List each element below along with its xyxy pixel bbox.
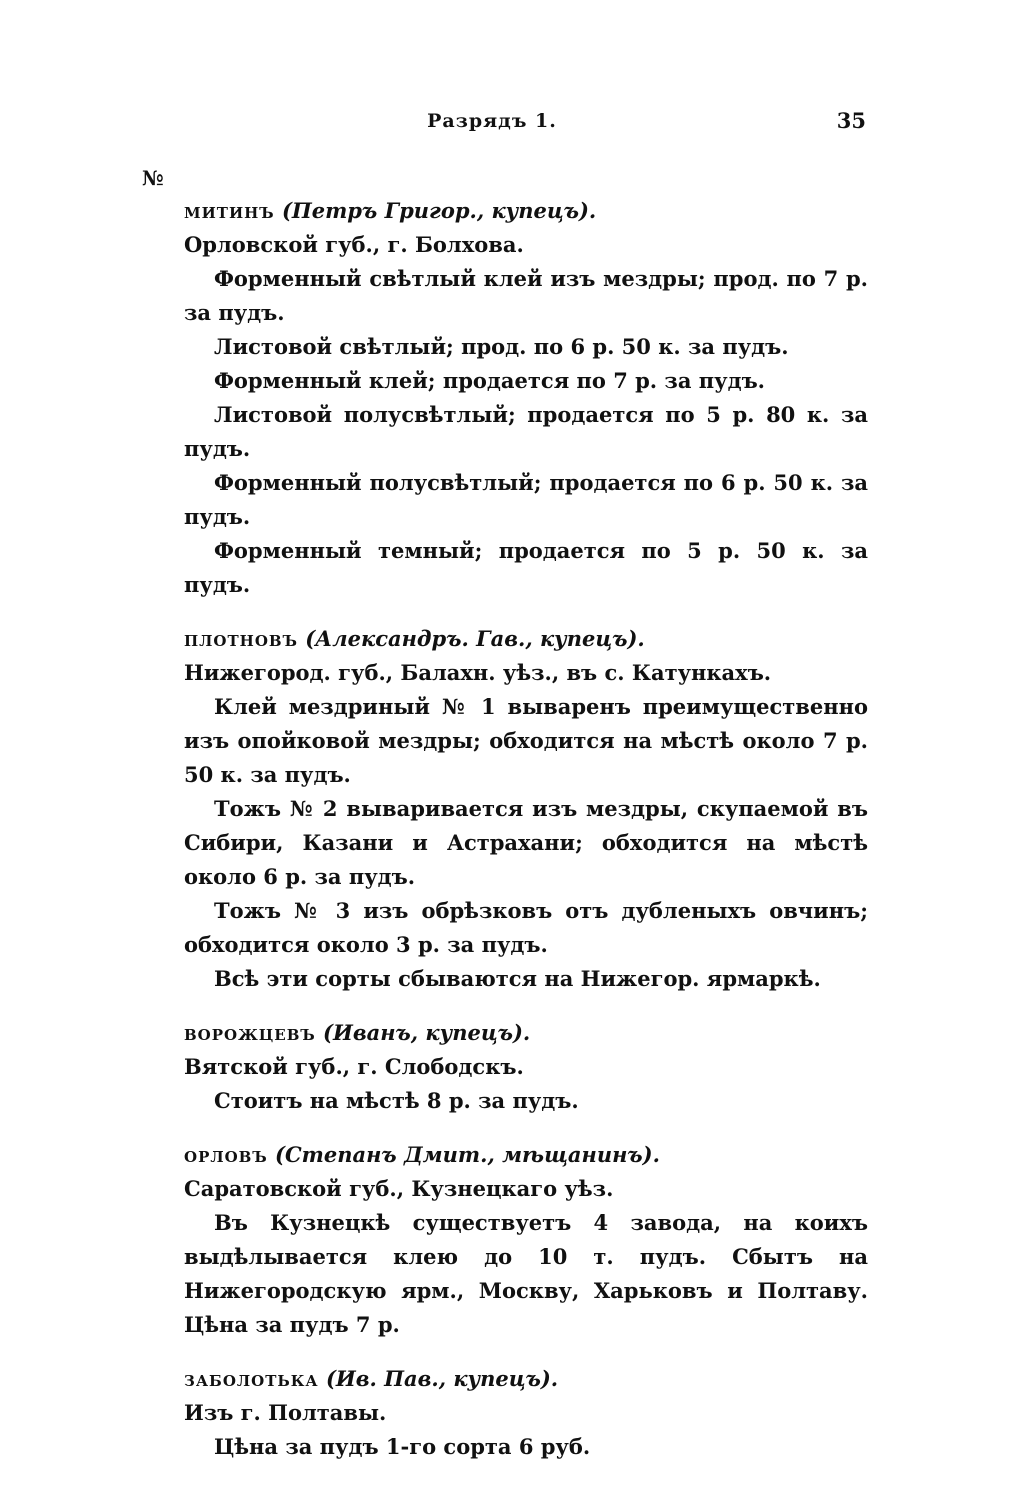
entry-paragraph: Стоитъ на мѣстѣ 8 р. за пудъ. xyxy=(214,1088,579,1113)
entry-paragraph: Листовой свѣтлый; прод. по 6 р. 50 к. за пудъ. xyxy=(214,334,789,359)
entry-details: (Ив. Пав., купецъ). xyxy=(325,1366,559,1391)
entry-zabolotka xyxy=(184,1362,868,1464)
entry-details: (Иванъ, купецъ). xyxy=(323,1020,531,1045)
entry-vorozhtsev xyxy=(184,1016,868,1118)
entry-details: (Степанъ Дмит., мѣщанинъ). xyxy=(275,1142,660,1167)
entry-paragraph: Форменный полусвѣтлый; продается по 6 р. 50 к. за пудъ. xyxy=(184,470,868,529)
entry-paragraph: Тожъ № 3 изъ обрѣзковъ отъ дубленыхъ овчинъ; обходится около 3 р. за пудъ. xyxy=(184,898,868,957)
entry-heading xyxy=(184,1016,868,1050)
entry-paragraph: Тожъ № 2 вываривается изъ мездры, скупаемой въ Сибири, Казани и Астрахани; обходится на мѣстѣ около 6 р. за пудъ. xyxy=(184,796,868,889)
entry-paragraph: Клей мездриный № 1 вываренъ преимущественно изъ опойковой мездры; обходится на мѣстѣ около 7 р. 50 к. за пудъ. xyxy=(184,694,868,787)
entry-orlov xyxy=(184,1138,868,1342)
entry-paragraph: Форменный темный; продается по 5 р. 50 к. за пудъ. xyxy=(184,538,868,597)
entry-details: (Петръ Григор., купецъ). xyxy=(281,198,597,223)
entry-paragraph: Форменный клей; продается по 7 р. за пудъ. xyxy=(214,368,765,393)
entry-heading xyxy=(184,194,868,228)
entry-name: заболотька xyxy=(184,1366,319,1391)
entry-mitin xyxy=(184,194,868,602)
entry-location: Нижегород. губ., Балахн. уѣз., въ с. Катункахъ. xyxy=(184,660,772,685)
entry-heading xyxy=(184,1138,868,1172)
entries-list xyxy=(184,194,868,1484)
entry-location: Изъ г. Полтавы. xyxy=(184,1400,387,1425)
entry-plotnov xyxy=(184,622,868,996)
entry-name: орловъ xyxy=(184,1142,268,1167)
running-header: Разрядъ 1. xyxy=(427,110,557,132)
entry-location: Саратовской губ., Кузнецкаго уѣз. xyxy=(184,1176,614,1201)
entry-details: (Александръ. Гав., купецъ). xyxy=(305,626,645,651)
entry-name: митинъ xyxy=(184,198,275,223)
numero-sign: № xyxy=(142,166,164,190)
entry-paragraph: Цѣна за пудъ 1-го сорта 6 руб. xyxy=(214,1434,591,1459)
entry-paragraph: Всѣ эти сорты сбываются на Нижегор. ярмаркѣ. xyxy=(214,966,821,991)
page-number: 35 xyxy=(836,108,866,133)
entry-paragraph: Листовой полусвѣтлый; продается по 5 р. 80 к. за пудъ. xyxy=(184,402,868,461)
entry-name: плотновъ xyxy=(184,626,298,651)
entry-name: ворожцевъ xyxy=(184,1020,316,1045)
entry-location: Орловской губ., г. Болхова. xyxy=(184,232,524,257)
entry-location: Вятской губ., г. Слободскъ. xyxy=(184,1054,524,1079)
entry-paragraph: Въ Кузнецкѣ существуетъ 4 завода, на коихъ выдѣлывается клею до 10 т. пудъ. Сбытъ на Нижегородскую ярм., Москву, Харьковъ и Полтаву. Цѣна за пудъ 7 р. xyxy=(184,1210,868,1337)
entry-paragraph: Форменный свѣтлый клей изъ мездры; прод. по 7 р. за пудъ. xyxy=(184,266,868,325)
entry-heading xyxy=(184,1362,868,1396)
entry-heading xyxy=(184,622,868,656)
